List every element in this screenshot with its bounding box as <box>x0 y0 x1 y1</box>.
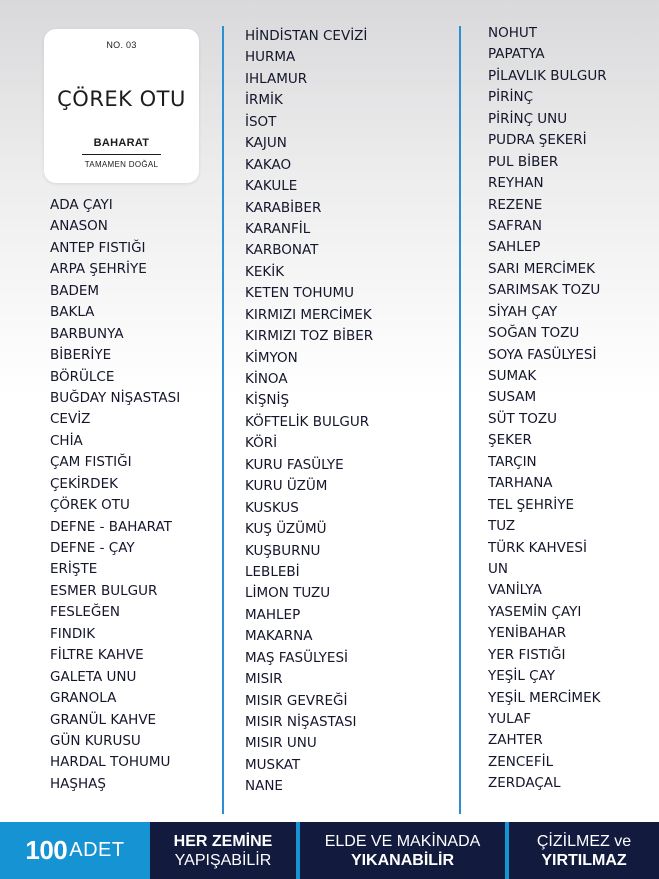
list-item: YEŞİL MERCİMEK <box>488 689 601 706</box>
list-item: YENİBAHAR <box>488 625 567 642</box>
list-item: KURU ÜZÜM <box>245 478 328 495</box>
list-item: MAŞ FASÜLYESİ <box>245 649 349 666</box>
list-item: SARIMSAK TOZU <box>488 282 601 299</box>
list-item: ZENCEFİL <box>488 753 554 770</box>
list-item: BARBUNYA <box>50 325 124 342</box>
column-divider-1 <box>222 26 224 814</box>
quantity-badge <box>0 822 150 879</box>
list-item: TÜRK KAHVESİ <box>488 539 587 556</box>
list-item: KÖRİ <box>245 435 278 452</box>
list-item: ŞEKER <box>488 432 532 449</box>
list-item: ARPA ŞEHRİYE <box>50 261 147 278</box>
list-item: FESLEĞEN <box>50 604 121 621</box>
list-item: HARDAL TOHUMU <box>50 754 171 771</box>
list-item: MISIR NİŞASTASI <box>245 714 357 730</box>
product-list-column-1 <box>50 195 180 795</box>
list-item: TARHANA <box>488 475 553 492</box>
list-item: MISIR GEVREĞİ <box>245 692 348 709</box>
list-item: BADEM <box>50 282 100 299</box>
list-item: NOHUT <box>488 25 538 41</box>
list-item: ERİŞTE <box>50 561 98 578</box>
list-item: KIRMIZI MERCİMEK <box>245 306 372 323</box>
list-item: PİLAVLIK BULGUR <box>488 67 607 84</box>
list-item: İSOT <box>245 113 277 130</box>
list-item: FINDIK <box>50 625 96 642</box>
list-item: ZERDAÇAL <box>488 775 561 792</box>
list-item: BİBERİYE <box>50 347 112 364</box>
list-item: LEBLEBİ <box>245 563 300 580</box>
feature-durable-line1: ÇİZİLMEZ ve <box>536 832 632 850</box>
list-item: KAJUN <box>245 135 287 152</box>
list-item: TUZ <box>488 518 516 535</box>
list-item: KUŞ ÜZÜMÜ <box>245 521 327 538</box>
feature-banner <box>0 822 659 879</box>
list-item: CHİA <box>50 432 83 449</box>
list-item: GRANÜL KAHVE <box>50 711 157 728</box>
list-item: KARBONAT <box>245 242 319 259</box>
list-item: HİNDİSTAN CEVİZİ <box>245 28 368 44</box>
feature-washable-line1: ELDE VE MAKİNADA <box>324 832 481 850</box>
list-item: KARABİBER <box>245 199 322 216</box>
list-item: YEŞİL ÇAY <box>488 668 555 685</box>
list-item: PAPATYA <box>488 46 545 63</box>
list-item: KUŞBURNU <box>245 542 321 559</box>
list-item: KUSKUS <box>245 499 299 516</box>
list-item: PİRİNÇ <box>488 89 534 106</box>
list-item: BAKLA <box>50 304 95 321</box>
list-item: SAHLEP <box>488 239 541 256</box>
list-item: KÖFTELİK BULGUR <box>245 413 370 430</box>
list-item: KURU FASÜLYE <box>245 456 344 473</box>
list-item: MUSKAT <box>245 756 301 773</box>
list-item: FİLTRE KAHVE <box>50 647 144 664</box>
list-item: REYHAN <box>488 175 544 192</box>
list-item: MAKARNA <box>245 628 313 645</box>
list-item: KİNOA <box>245 371 288 387</box>
list-item: SÜT TOZU <box>488 410 557 427</box>
feature-washable <box>300 822 505 879</box>
list-item: MAHLEP <box>245 606 301 623</box>
list-item: ÇEKİRDEK <box>50 475 118 492</box>
label-name: ÇÖREK OTU <box>57 87 186 111</box>
list-item: İRMİK <box>245 92 283 109</box>
label-divider-line <box>82 154 161 155</box>
column-divider-2 <box>459 26 461 814</box>
list-item: SOYA FASÜLYESİ <box>488 346 597 363</box>
list-item: SİYAH ÇAY <box>488 303 558 320</box>
label-category: BAHARAT <box>93 137 150 149</box>
feature-adhesive-line2: YAPIŞABİLİR <box>174 851 272 869</box>
feature-adhesive-line1: HER ZEMİNE <box>173 832 273 850</box>
list-item: KİMYON <box>245 349 298 366</box>
list-item: KİŞNİŞ <box>245 392 290 409</box>
list-item: KAKAO <box>245 156 292 173</box>
list-item: TEL ŞEHRİYE <box>488 496 574 513</box>
quantity-unit: ADET <box>69 839 125 861</box>
list-item: YASEMİN ÇAYI <box>488 603 582 620</box>
list-item: YULAF <box>488 711 531 727</box>
list-item: HURMA <box>245 49 296 66</box>
list-item: ESMER BULGUR <box>50 582 158 599</box>
list-item: VANİLYA <box>488 582 542 599</box>
list-item: DEFNE - BAHARAT <box>50 518 172 535</box>
list-item: KIRMIZI TOZ BİBER <box>245 328 374 345</box>
list-item: CEVİZ <box>50 411 91 428</box>
list-item: PUDRA ŞEKERİ <box>488 132 587 149</box>
list-item: GALETA UNU <box>50 668 137 685</box>
list-item: ANASON <box>50 218 108 235</box>
list-item: PUL BİBER <box>488 153 559 170</box>
list-item: YER FISTIĞI <box>488 646 566 663</box>
list-item: SUMAK <box>488 368 537 384</box>
list-item: SARI MERCİMEK <box>488 260 596 277</box>
list-item: GRANOLA <box>50 690 117 707</box>
feature-adhesive <box>150 822 296 879</box>
list-item: IHLAMUR <box>245 70 308 87</box>
list-item: UN <box>488 560 508 577</box>
label-number: NO. 03 <box>106 40 137 50</box>
list-item: MISIR UNU <box>245 735 317 752</box>
list-item: NANE <box>245 778 283 795</box>
product-list-column-2 <box>245 26 373 798</box>
feature-washable-line2: YIKANABİLİR <box>350 851 455 869</box>
list-item: LİMON TUZU <box>245 585 331 602</box>
list-item: ADA ÇAYI <box>50 197 113 213</box>
list-item: BUĞDAY NİŞASTASI <box>50 389 181 406</box>
list-item: ÇAM FISTIĞI <box>50 454 132 471</box>
list-item: REZENE <box>488 196 543 213</box>
list-item: KAKULE <box>245 178 298 195</box>
list-item: SAFRAN <box>488 217 542 234</box>
list-item: KEKİK <box>245 263 285 280</box>
quantity-count: 100 <box>25 835 68 865</box>
list-item: ZAHTER <box>488 732 543 749</box>
list-item: ANTEP FISTIĞI <box>50 239 146 256</box>
list-item: KETEN TOHUMU <box>245 285 354 302</box>
list-item: SUSAM <box>488 389 537 406</box>
list-item: TARÇIN <box>488 453 537 470</box>
list-item: BÖRÜLCE <box>50 368 115 385</box>
list-item: GÜN KURUSU <box>50 732 141 749</box>
list-item: HAŞHAŞ <box>50 775 106 792</box>
label-subtitle: TAMAMEN DOĞAL <box>84 160 159 169</box>
list-item: SOĞAN TOZU <box>488 325 580 342</box>
product-list-column-3 <box>488 23 607 795</box>
list-item: ÇÖREK OTU <box>50 497 130 514</box>
feature-durable-line2: YIRTILMAZ <box>541 851 627 869</box>
feature-durable <box>509 822 659 879</box>
list-item: PİRİNÇ UNU <box>488 110 568 127</box>
list-item: DEFNE - ÇAY <box>50 540 135 556</box>
list-item: MISIR <box>245 671 283 688</box>
spice-label-sample <box>44 29 199 183</box>
list-item: KARANFİL <box>245 220 311 237</box>
